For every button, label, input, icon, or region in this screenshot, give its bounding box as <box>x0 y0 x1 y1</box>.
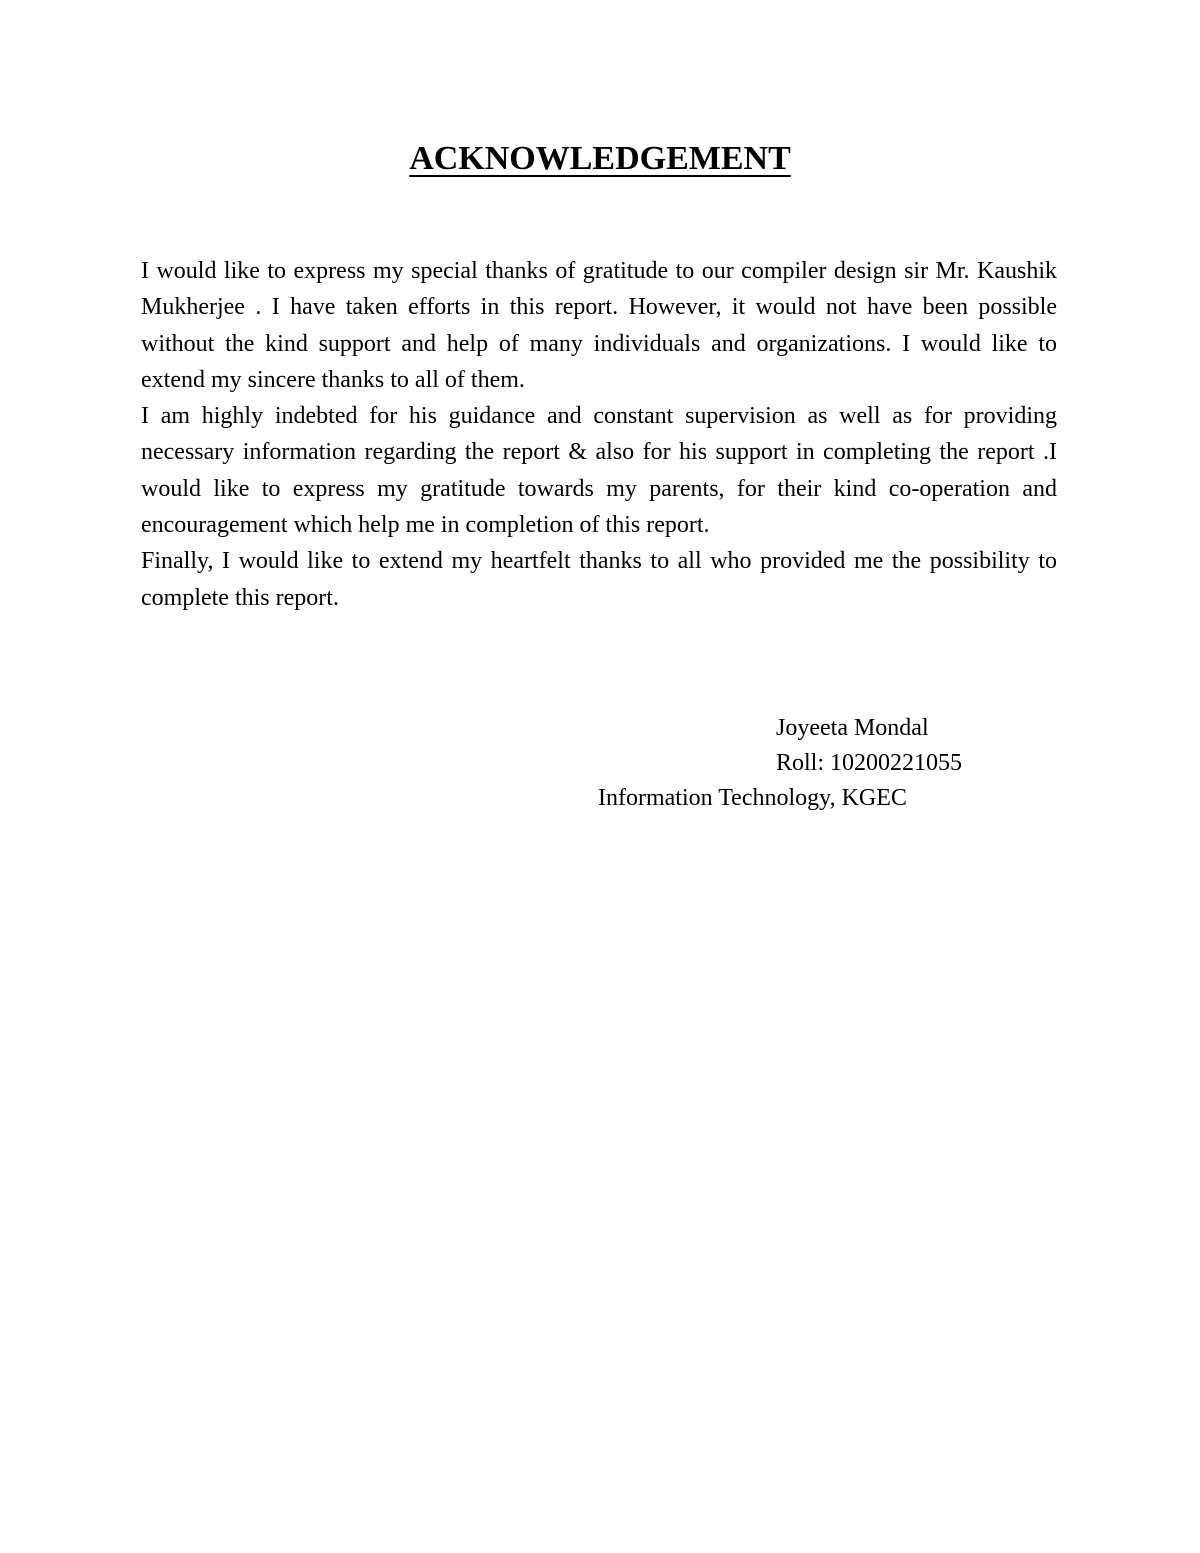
roll-number: Roll: 10200221055 <box>776 750 963 776</box>
paragraph-1: I would like to express my special thanks of gratitude to our compiler design sir Mr. Kaushik Mukherjee . I have taken efforts in this report. However, it would not have been possible without the kind support and help of many individuals and organizations. I would like to extend my sincere thanks to all of them. <box>141 258 1057 393</box>
acknowledgement-body <box>141 253 1057 616</box>
page-title: ACKNOWLEDGEMENT <box>409 140 791 177</box>
author-name: Joyeeta Mondal <box>776 715 929 741</box>
department: Information Technology, KGEC <box>598 785 907 811</box>
paragraph-2: I am highly indebted for his guidance and constant supervision as well as for providing necessary information regarding the report & also for his support in completing the report .I would like to express my gratitude towards my parents, for their kind co-operation and encouragement which help me in completion of this report. <box>141 403 1057 539</box>
paragraph-3: Finally, I would like to extend my heartfelt thanks to all who provided me the possibility to complete this report. <box>141 548 1057 611</box>
